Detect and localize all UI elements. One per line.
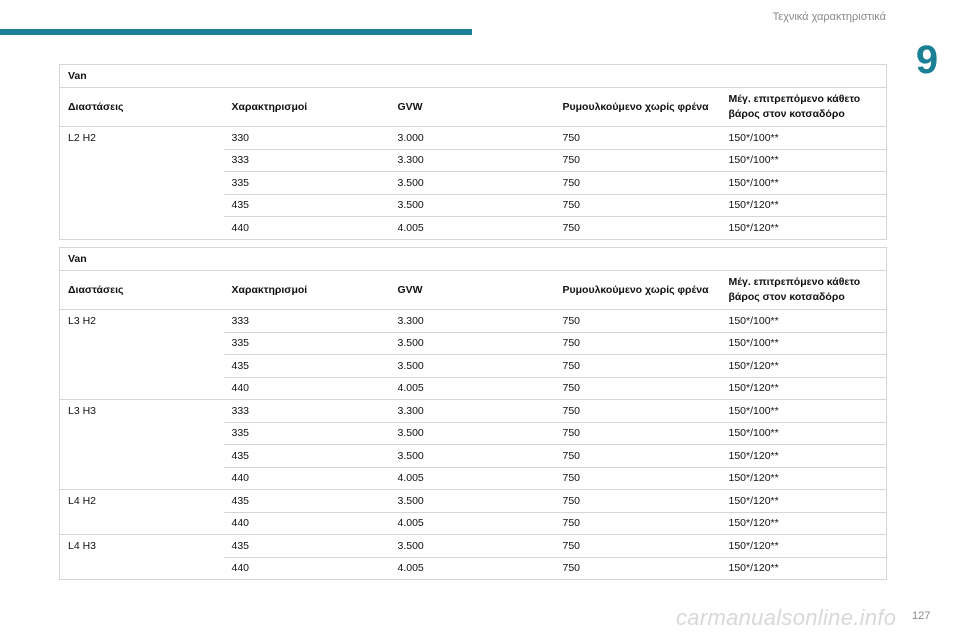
- table-cell: 750: [555, 422, 721, 445]
- table-cell: 750: [555, 310, 721, 333]
- table-cell: 3.300: [390, 400, 555, 423]
- header-accent-bar: [0, 29, 472, 35]
- spec-table-1: [59, 64, 887, 240]
- dimension-cell: [60, 557, 224, 580]
- table-cell: 4.005: [390, 217, 555, 240]
- table-cell: 333: [224, 400, 390, 423]
- table-cell: 3.500: [390, 355, 555, 378]
- spec-table-2: [59, 247, 887, 580]
- table-row: [60, 310, 887, 333]
- table-cell: 150*/120**: [721, 490, 887, 513]
- column-header: Ρυμουλκούμενο χωρίς φρένα: [555, 271, 721, 310]
- table-cell: 150*/100**: [721, 400, 887, 423]
- dimension-cell: [60, 172, 224, 195]
- table-cell: 3.500: [390, 172, 555, 195]
- column-header: Ρυμουλκούμενο χωρίς φρένα: [555, 88, 721, 127]
- table-cell: 3.500: [390, 332, 555, 355]
- table-cell: 440: [224, 217, 390, 240]
- table-cell: 3.300: [390, 310, 555, 333]
- dimension-cell: L3 H2: [60, 310, 224, 333]
- table-row: [60, 512, 887, 535]
- table-cell: 440: [224, 557, 390, 580]
- table-cell: 750: [555, 149, 721, 172]
- table-cell: 150*/120**: [721, 467, 887, 490]
- table-cell: 440: [224, 377, 390, 400]
- column-header: Μέγ. επιτρεπόμενο κάθετο βάρος στον κοτσαδόρο: [721, 271, 887, 310]
- table-row: [60, 217, 887, 240]
- table-cell: 150*/120**: [721, 377, 887, 400]
- table-cell: 440: [224, 467, 390, 490]
- table-cell: 440: [224, 512, 390, 535]
- page-number: 127: [912, 610, 931, 622]
- table-cell: 750: [555, 172, 721, 195]
- table-cell: 150*/100**: [721, 332, 887, 355]
- dimension-cell: [60, 467, 224, 490]
- table-cell: 750: [555, 194, 721, 217]
- dimension-cell: L4 H2: [60, 490, 224, 513]
- chapter-title: Τεχνικά χαρακτηριστικά: [772, 11, 886, 23]
- table-cell: 750: [555, 490, 721, 513]
- dimension-cell: L3 H3: [60, 400, 224, 423]
- table-row: [60, 377, 887, 400]
- table-cell: 4.005: [390, 377, 555, 400]
- table-cell: 150*/100**: [721, 127, 887, 150]
- table-row: [60, 172, 887, 195]
- dimension-cell: [60, 194, 224, 217]
- table-cell: 150*/100**: [721, 422, 887, 445]
- table-cell: 750: [555, 217, 721, 240]
- column-header: Χαρακτηρισμοί: [224, 88, 390, 127]
- table-title-row: [60, 248, 887, 271]
- table-cell: 150*/120**: [721, 355, 887, 378]
- table-cell: 4.005: [390, 467, 555, 490]
- dimension-cell: [60, 377, 224, 400]
- table-cell: 435: [224, 194, 390, 217]
- table-cell: 150*/120**: [721, 194, 887, 217]
- table-cell: 3.300: [390, 149, 555, 172]
- table-cell: 750: [555, 377, 721, 400]
- table-cell: 333: [224, 149, 390, 172]
- table-row: [60, 355, 887, 378]
- table-title: Van: [68, 253, 87, 265]
- table-cell: 150*/100**: [721, 310, 887, 333]
- dimension-cell: [60, 512, 224, 535]
- table-title: Van: [68, 70, 87, 82]
- column-header: Διαστάσεις: [60, 271, 224, 310]
- table-cell: 335: [224, 422, 390, 445]
- table-row: [60, 149, 887, 172]
- table-cell: 4.005: [390, 557, 555, 580]
- table-cell: 435: [224, 445, 390, 468]
- table-cell: 3.500: [390, 490, 555, 513]
- table-row: [60, 422, 887, 445]
- dimension-cell: [60, 149, 224, 172]
- dimension-cell: L4 H3: [60, 535, 224, 558]
- table-cell: 150*/120**: [721, 557, 887, 580]
- table-cell: 750: [555, 445, 721, 468]
- table-row: [60, 400, 887, 423]
- table-cell: 750: [555, 127, 721, 150]
- table-cell: 750: [555, 557, 721, 580]
- table-row: [60, 557, 887, 580]
- dimension-cell: L2 H2: [60, 127, 224, 150]
- table-cell: 3.500: [390, 422, 555, 445]
- table-row: [60, 445, 887, 468]
- column-header: GVW: [390, 88, 555, 127]
- table-cell: 750: [555, 355, 721, 378]
- table-row: [60, 467, 887, 490]
- dimension-cell: [60, 217, 224, 240]
- table-cell: 150*/100**: [721, 149, 887, 172]
- table-cell: 335: [224, 172, 390, 195]
- table-cell: 150*/120**: [721, 512, 887, 535]
- dimension-cell: [60, 355, 224, 378]
- table-cell: 435: [224, 490, 390, 513]
- table-cell: 3.000: [390, 127, 555, 150]
- watermark: carmanualsonline.info: [676, 605, 897, 630]
- column-header: Διαστάσεις: [60, 88, 224, 127]
- dimension-cell: [60, 332, 224, 355]
- table-row: [60, 127, 887, 150]
- table-cell: 150*/120**: [721, 445, 887, 468]
- table-cell: 3.500: [390, 445, 555, 468]
- table-cell: 3.500: [390, 194, 555, 217]
- table-row: [60, 490, 887, 513]
- table-title-row: [60, 65, 887, 88]
- table-cell: 330: [224, 127, 390, 150]
- column-header: GVW: [390, 271, 555, 310]
- table-cell: 750: [555, 512, 721, 535]
- table-cell: 750: [555, 400, 721, 423]
- table-cell: 333: [224, 310, 390, 333]
- table-header-row: [60, 271, 887, 310]
- table-cell: 435: [224, 355, 390, 378]
- chapter-number: 9: [915, 38, 939, 82]
- table-header-row: [60, 88, 887, 127]
- table-cell: 3.500: [390, 535, 555, 558]
- table-row: [60, 332, 887, 355]
- table-cell: 4.005: [390, 512, 555, 535]
- table-cell: 150*/120**: [721, 535, 887, 558]
- table-cell: 435: [224, 535, 390, 558]
- table-cell: 750: [555, 332, 721, 355]
- table-row: [60, 535, 887, 558]
- table-cell: 750: [555, 467, 721, 490]
- dimension-cell: [60, 422, 224, 445]
- column-header: Χαρακτηρισμοί: [224, 271, 390, 310]
- table-cell: 335: [224, 332, 390, 355]
- dimension-cell: [60, 445, 224, 468]
- table-row: [60, 194, 887, 217]
- table-cell: 150*/120**: [721, 217, 887, 240]
- table-cell: 750: [555, 535, 721, 558]
- column-header: Μέγ. επιτρεπόμενο κάθετο βάρος στον κοτσαδόρο: [721, 88, 887, 127]
- table-cell: 150*/100**: [721, 172, 887, 195]
